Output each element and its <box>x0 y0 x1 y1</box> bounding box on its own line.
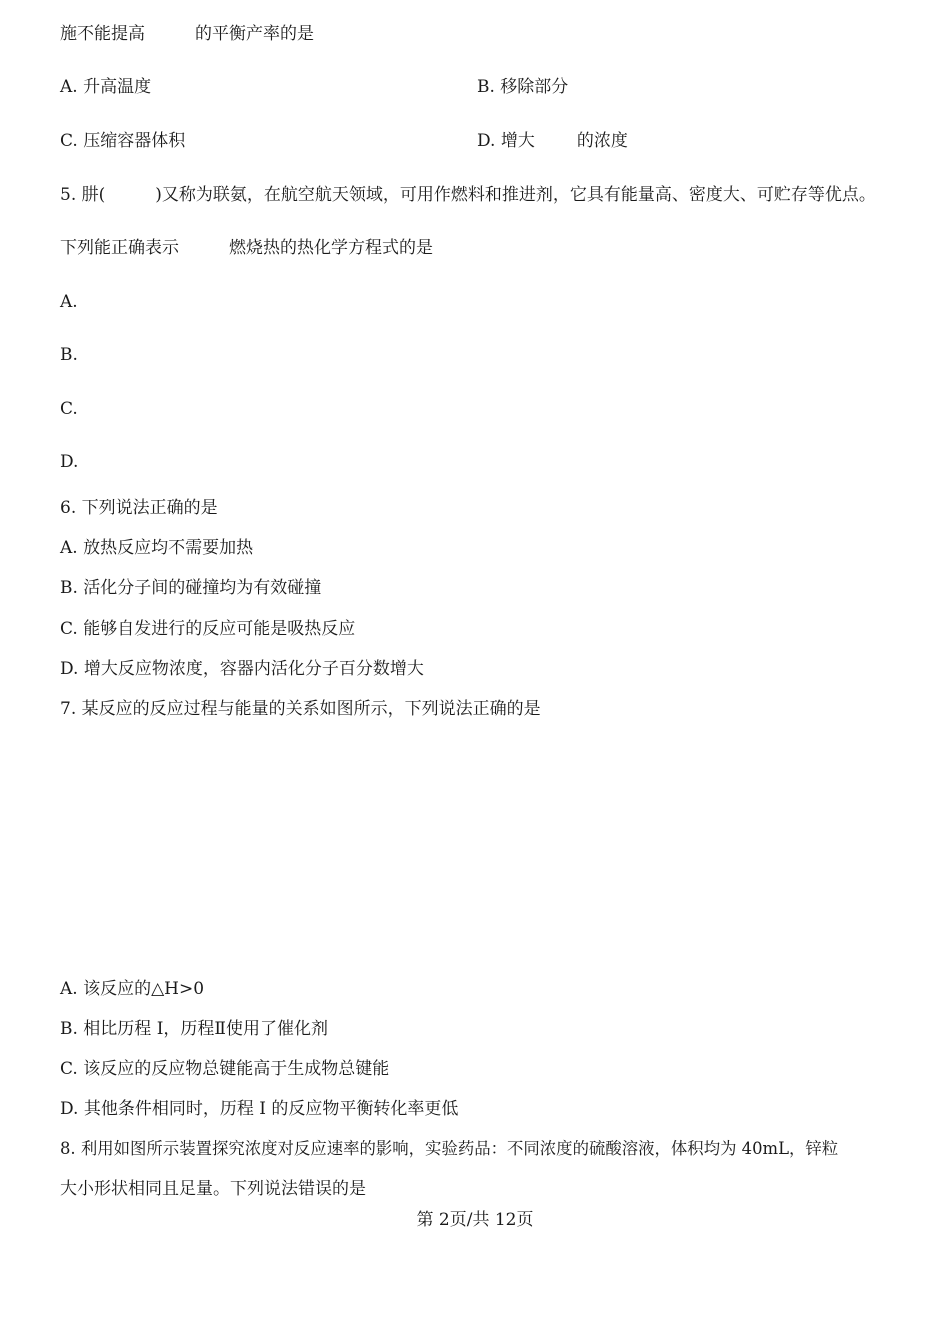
q6-option-a: A. 放热反应均不需要加热 <box>60 538 254 558</box>
q5-line1-part1: 5. 肼( <box>60 185 106 205</box>
q5-line1 <box>60 184 876 206</box>
q5-line2-part2: 燃烧热的热化学方程式的是 <box>229 238 433 258</box>
q5-option-a: A. <box>60 292 78 312</box>
page-number: 第 2页/共 12页 <box>416 1210 534 1230</box>
q7-figure-area <box>60 730 890 965</box>
q5-line1-part2: )又称为联氨，在航空航天领域，可用作燃料和推进剂，它具有能量高、密度大、可贮存等优点。 <box>155 185 876 205</box>
q4-option-c: C. 压缩容器体积 <box>60 131 186 151</box>
q4-option-b: B. 移除部分 <box>477 77 569 97</box>
q7-option-a: A. 该反应的△H>0 <box>60 979 205 999</box>
q8-line1: 8. 利用如图所示装置探究浓度对反应速率的影响，实验药品：不同浓度的硫酸溶液，体积均为 40mL，锌粒 <box>60 1139 839 1158</box>
q7-stem: 7. 某反应的反应过程与能量的关系如图所示，下列说法正确的是 <box>60 699 541 719</box>
q5-option-c: C. <box>60 399 78 419</box>
q4-option-d <box>477 130 628 152</box>
q5-line2 <box>60 237 433 259</box>
q6-option-b: B. 活化分子间的碰撞均为有效碰撞 <box>60 578 322 598</box>
q6-option-c: C. 能够自发进行的反应可能是吸热反应 <box>60 619 356 639</box>
q5-option-b: B. <box>60 345 78 365</box>
q5-option-d: D. <box>60 452 79 472</box>
q5-line2-part1: 下列能正确表示 <box>60 238 179 258</box>
q4-option-a: A. 升高温度 <box>60 77 152 97</box>
q7-option-b: B. 相比历程 I，历程Ⅱ使用了催化剂 <box>60 1019 328 1039</box>
q7-option-c: C. 该反应的反应物总键能高于生成物总键能 <box>60 1059 390 1079</box>
q4-stem-part2: 的平衡产率的是 <box>195 24 314 44</box>
q4-stem <box>60 23 314 45</box>
q4-stem-part1: 施不能提高 <box>60 24 145 44</box>
q4-option-d-part1: D. 增大 <box>477 131 535 151</box>
q4-option-d-part2: 的浓度 <box>576 131 628 151</box>
q7-option-d: D. 其他条件相同时，历程 I 的反应物平衡转化率更低 <box>60 1099 459 1119</box>
q6-option-d: D. 增大反应物浓度，容器内活化分子百分数增大 <box>60 659 424 679</box>
q6-stem: 6. 下列说法正确的是 <box>60 498 218 518</box>
q8-line2: 大小形状相同且足量。下列说法错误的是 <box>60 1179 366 1199</box>
